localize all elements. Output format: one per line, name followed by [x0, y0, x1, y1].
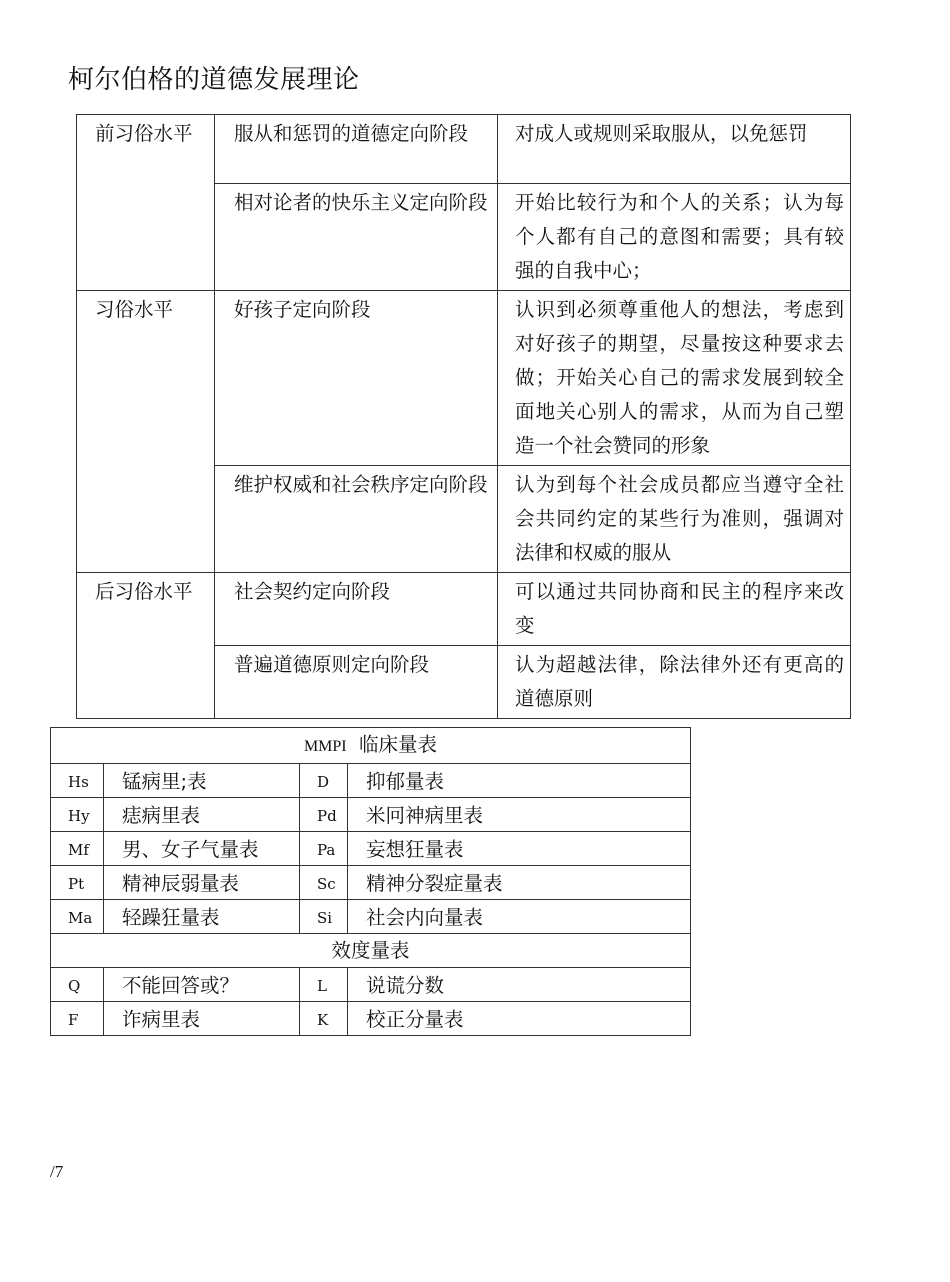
scale-code: Sc	[300, 866, 348, 900]
description-cell: 认为到每个社会成员都应当遵守全社会共同约定的某些行为准则，强调对法律和权威的服从	[498, 466, 851, 573]
scale-name: 男、女子气量表	[104, 832, 300, 866]
table-row	[51, 798, 691, 832]
kohlberg-table	[76, 114, 851, 719]
scale-code: L	[300, 968, 348, 1002]
page-number: /7	[50, 1162, 64, 1181]
level-cell: 后习俗水平	[77, 573, 215, 719]
scale-name: 米冋神病里表	[348, 798, 691, 832]
scale-name: 诈病里表	[104, 1002, 300, 1036]
scale-name: 不能回答或？	[104, 968, 300, 1002]
scale-code: Pd	[300, 798, 348, 832]
scale-name: 轻躁狂量表	[104, 900, 300, 934]
description-cell: 对成人或规则采取服从，以免惩罚	[498, 115, 851, 184]
scale-code: Pt	[51, 866, 104, 900]
description-cell: 认识到必须尊重他人的想法，考虑到对好孩子的期望，尽量按这种要求去做；开始关心自己的需求发展到较全面地关心别人的需求，从而为自己塑造一个社会赞同的形象	[498, 291, 851, 466]
scale-name: 锰病里;表	[104, 764, 300, 798]
scale-code: Ma	[51, 900, 104, 934]
table-row	[51, 968, 691, 1002]
scale-code: D	[300, 764, 348, 798]
table-row	[51, 728, 691, 764]
table-row	[77, 291, 851, 466]
table-row	[51, 934, 691, 968]
scale-code: Hs	[51, 764, 104, 798]
scale-name: 说谎分数	[348, 968, 691, 1002]
table-row	[51, 1002, 691, 1036]
clinical-scales-header	[51, 728, 691, 764]
mmpi-label: MMPI	[303, 738, 347, 755]
level-cell: 前习俗水平	[77, 115, 215, 291]
validity-scales-header: 效度量表	[51, 934, 691, 968]
clinical-scales-label: 临床量表	[359, 733, 438, 756]
stage-cell: 好孩子定向阶段	[215, 291, 498, 466]
table-row	[51, 764, 691, 798]
scale-code: Hy	[51, 798, 104, 832]
scale-name: 痣病里表	[104, 798, 300, 832]
scale-name: 精神辰弱量表	[104, 866, 300, 900]
description-cell: 开始比较行为和个人的关系；认为每个人都有自己的意图和需要；具有较强的自我中心；	[498, 184, 851, 291]
description-cell: 认为超越法律，除法律外还有更高的道德原则	[498, 646, 851, 719]
table-row	[77, 573, 851, 646]
scale-code: Mf	[51, 832, 104, 866]
scale-name: 精神分裂症量表	[348, 866, 691, 900]
table-row	[51, 900, 691, 934]
mmpi-table	[50, 727, 691, 1036]
scale-name: 社会内向量表	[348, 900, 691, 934]
table-row	[51, 832, 691, 866]
stage-cell: 服从和惩罚的道德定向阶段	[215, 115, 498, 184]
stage-cell: 维护权威和社会秩序定向阶段	[215, 466, 498, 573]
scale-code: F	[51, 1002, 104, 1036]
description-cell: 可以通过共同协商和民主的程序来改变	[498, 573, 851, 646]
scale-code: Pa	[300, 832, 348, 866]
scale-code: Q	[51, 968, 104, 1002]
scale-name: 校正分量表	[348, 1002, 691, 1036]
scale-code: Si	[300, 900, 348, 934]
stage-cell: 相对论者的快乐主义定向阶段	[215, 184, 498, 291]
scale-name: 抑郁量表	[348, 764, 691, 798]
stage-cell: 普遍道德原则定向阶段	[215, 646, 498, 719]
scale-name: 妄想狂量表	[348, 832, 691, 866]
page-title: 柯尔伯格的道德发展理论	[68, 65, 360, 95]
scale-code: K	[300, 1002, 348, 1036]
level-cell: 习俗水平	[77, 291, 215, 573]
stage-cell: 社会契约定向阶段	[215, 573, 498, 646]
table-row	[77, 115, 851, 184]
table-row	[51, 866, 691, 900]
